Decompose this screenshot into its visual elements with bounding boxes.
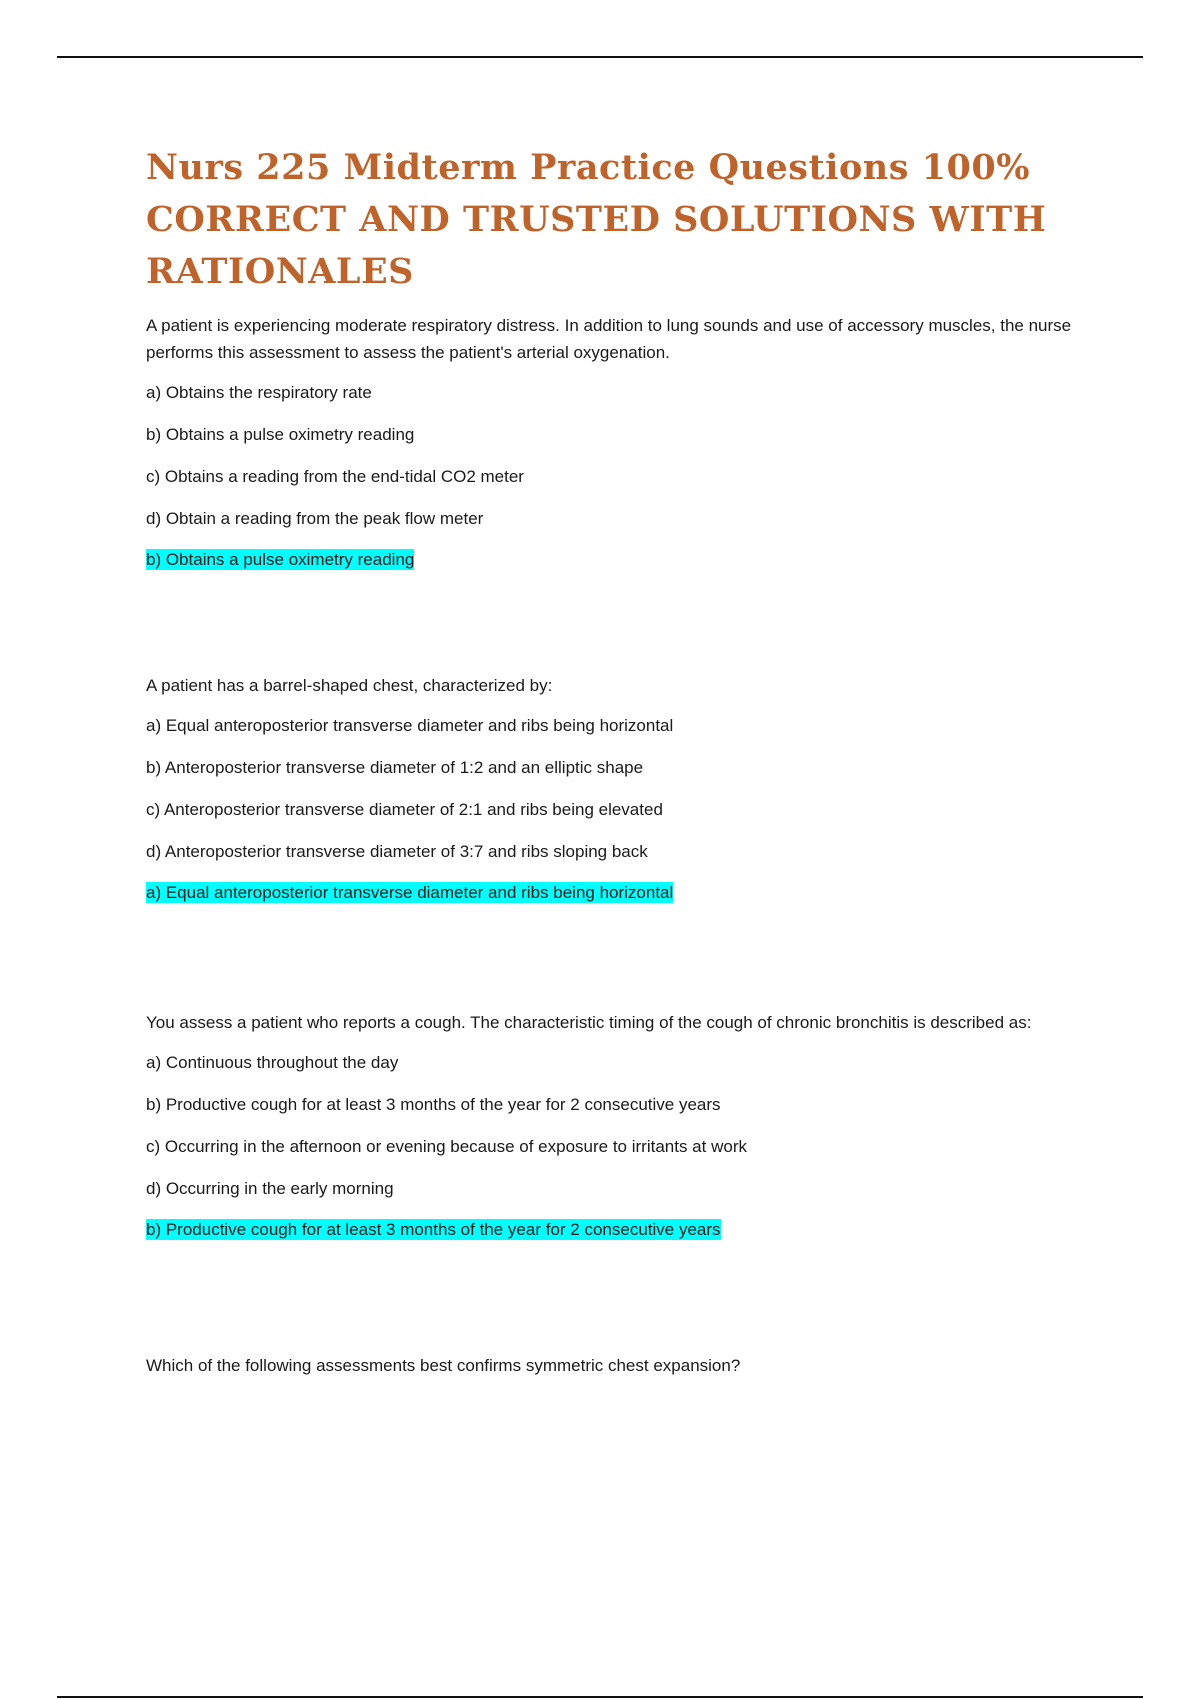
option-a: a) Equal anteroposterior transverse diameter and ribs being horizontal <box>146 716 674 735</box>
document-title: Nurs 225 Midterm Practice Questions 100% CORRECT AND TRUSTED SOLUTIONS WITH RATIONALES <box>146 147 1047 292</box>
option-c: c) Occurring in the afternoon or evening because of exposure to irritants at work <box>146 1137 747 1156</box>
option-a: a) Continuous throughout the day <box>146 1053 399 1072</box>
option-b: b) Anteroposterior transverse diameter of 1:2 and an elliptic shape <box>146 758 644 777</box>
answer-text: b) Obtains a pulse oximetry reading <box>146 550 415 569</box>
question-3 <box>146 1009 1086 1242</box>
highlighted-answer <box>146 881 1086 905</box>
highlighted-answer <box>146 1218 1086 1242</box>
option-c: c) Obtains a reading from the end-tidal CO2 meter <box>146 467 524 486</box>
question-1 <box>146 312 1086 572</box>
option-d: d) Obtain a reading from the peak flow meter <box>146 509 484 528</box>
question-stem: Which of the following assessments best confirms symmetric chest expansion? <box>146 1356 741 1375</box>
option-a: a) Obtains the respiratory rate <box>146 383 372 402</box>
question-4 <box>146 1352 1086 1379</box>
option-d: d) Anteroposterior transverse diameter of 3:7 and ribs sloping back <box>146 842 648 861</box>
option-d: d) Occurring in the early morning <box>146 1179 394 1198</box>
answer-text: b) Productive cough for at least 3 months of the year for 2 consecutive years <box>146 1220 721 1239</box>
question-stem: A patient is experiencing moderate respiratory distress. In addition to lung sounds and use of accessory muscles, the nurse performs this assessment to assess the patient's arterial oxygenation. <box>146 316 1072 362</box>
question-stem: You assess a patient who reports a cough. The characteristic timing of the cough of chronic bronchitis is described as: <box>146 1013 1032 1032</box>
option-c: c) Anteroposterior transverse diameter of 2:1 and ribs being elevated <box>146 800 663 819</box>
spacer <box>146 905 1086 1009</box>
spacer <box>146 1242 1086 1352</box>
option-b: b) Productive cough for at least 3 months of the year for 2 consecutive years <box>146 1095 721 1114</box>
question-stem: A patient has a barrel-shaped chest, characterized by: <box>146 676 553 695</box>
question-2 <box>146 672 1086 905</box>
highlighted-answer <box>146 548 1086 572</box>
answer-text: a) Equal anteroposterior transverse diameter and ribs being horizontal <box>146 883 674 902</box>
option-b: b) Obtains a pulse oximetry reading <box>146 425 415 444</box>
bottom-rule <box>57 1696 1143 1698</box>
top-rule <box>57 56 1143 58</box>
document-body <box>146 142 1086 1393</box>
spacer <box>146 572 1086 672</box>
